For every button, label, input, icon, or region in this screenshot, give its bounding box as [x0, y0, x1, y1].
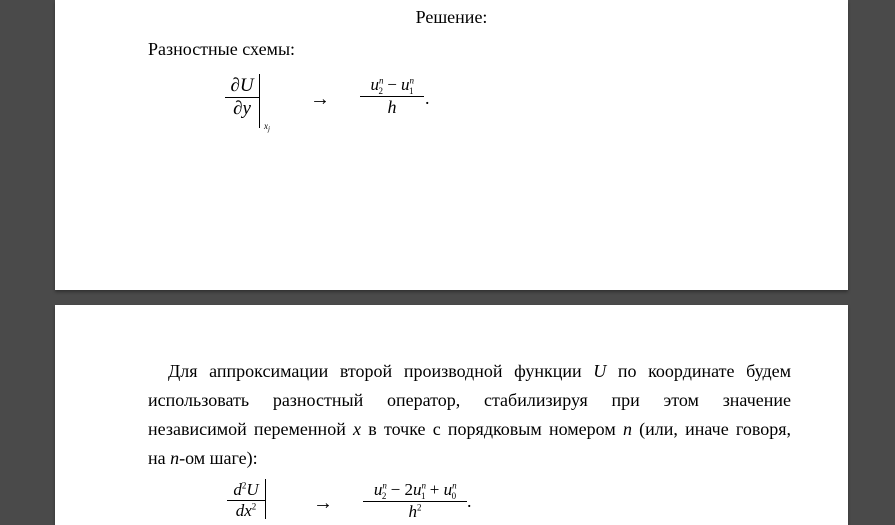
rhs-denominator: h [387, 97, 397, 118]
lhs-fraction [225, 75, 259, 120]
maps-to-arrow: → [310, 88, 330, 110]
paragraph-line-2: использовать разностный оператор, стабилизируя при этом значение [148, 390, 791, 410]
rhs-numerator: $u^n_2 - u^n_1$ [370, 75, 415, 97]
evaluation-bar [259, 74, 260, 128]
paragraph-line-4: на n-ом шаге): [148, 448, 258, 468]
lhs2-numerator: $d^2U$ [233, 480, 259, 499]
paragraph-line-1: Для аппроксимации второй производной функции U по координате будем [168, 361, 791, 381]
formula-end-period: . [425, 88, 430, 108]
approximation-paragraph [148, 357, 791, 473]
document-page-1 [55, 0, 848, 290]
paragraph-line-3: независимой переменной x в точке с порядковым номером n (или, иначе говоря, [148, 419, 791, 439]
lhs-denominator: ∂y [233, 98, 251, 119]
formula2-end-period: . [467, 491, 472, 511]
evaluation-bar-2 [265, 479, 266, 519]
lhs-numerator: ∂U [230, 75, 254, 96]
difference-schemes-label: Разностные схемы: [148, 39, 296, 59]
evaluation-point: $x_j$ [264, 121, 270, 133]
rhs2-denominator: $h^2$ [408, 502, 422, 522]
lhs2-denominator: $dx^2$ [235, 501, 257, 520]
rhs-fraction [360, 75, 424, 118]
maps-to-arrow-2: → [313, 492, 333, 514]
document-page-2 [55, 305, 848, 525]
lhs2-fraction [227, 480, 265, 521]
rhs2-numerator: $u^n_2 - 2u^n_1 + u^n_0$ [373, 480, 457, 502]
solution-heading: Решение: [415, 7, 488, 27]
rhs2-fraction [363, 480, 467, 522]
